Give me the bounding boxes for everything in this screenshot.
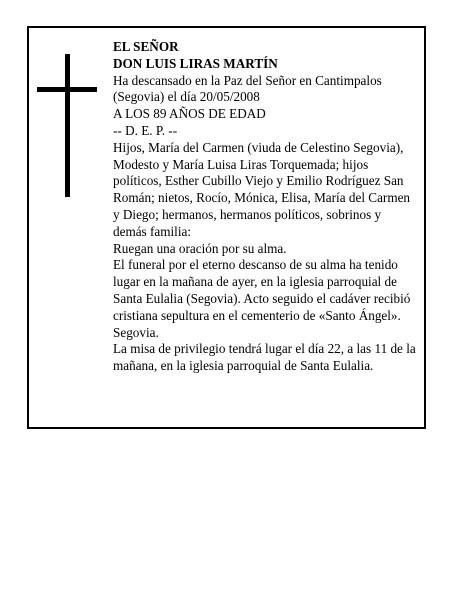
- cross-horizontal-bar: [37, 87, 97, 92]
- mass-details: La misa de privilegio tendrá lugar el día 22, a las 11 de la mañana, en la iglesia parroquial de Santa Eulalia.: [113, 341, 416, 374]
- family-list: Hijos, María del Carmen (viuda de Celestino Segovia), Modesto y María Luisa Liras Torquemada; hijos políticos, Esther Cubillo Viejo y Emilio Rodríguez San Román; nietos, Rocío, Mónica, Elisa, María del Carmen y Diego; hermanos, hermanos políticos, sobrinos y demás familia:: [113, 139, 411, 239]
- obituary-text: [113, 39, 418, 375]
- cross-icon: [37, 54, 97, 197]
- notice-title-line2: DON LUIS LIRAS MARTÍN: [113, 55, 278, 71]
- notice-title-line1: EL SEÑOR: [113, 39, 179, 54]
- age-statement: A LOS 89 AÑOS DE EDAD: [113, 106, 266, 122]
- rip-line: -- D. E. P. --: [113, 122, 178, 138]
- cross-vertical-bar: [65, 54, 70, 197]
- rest-statement: Ha descansado en la Paz del Señor en Cantimpalos (Segovia) el día 20/05/2008: [113, 72, 382, 105]
- funeral-details: El funeral por el eterno descanso de su alma ha tenido lugar en la mañana de ayer, en la iglesia parroquial de Santa Eulalia (Segovia). Acto seguido el cadáver recibió cristiana sepultura en el cementerio de «Santo Ángel». Segovia.: [113, 257, 411, 340]
- prayer-request: Ruegan una oración por su alma.: [113, 240, 287, 256]
